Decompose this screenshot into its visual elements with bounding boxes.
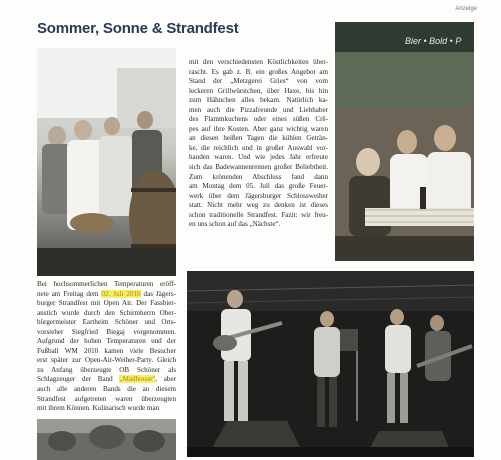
text-line: burger Strandfest mit Open Air. Der Fassbier-	[37, 299, 176, 308]
text-line: Stand der „Metzgerei Gries“ von vom	[189, 77, 328, 86]
text-line: Zum krönenden Abschluss fand dann	[189, 172, 328, 181]
text-line: auch alle anderen Bands die an diesem	[37, 385, 176, 394]
beer-tent-guests-photo	[335, 22, 474, 261]
text-line: werk über dem Jägersburger Schlossweiher	[189, 191, 328, 200]
text-line: men auch die Pizzafreunde und Liebhaber	[189, 105, 328, 114]
highlighted-date: 02. Juli 2010	[101, 289, 141, 298]
advertisement-label: Anzeige	[455, 6, 477, 12]
text-line: Schlagzeuger der Band „Madhouse“, aber	[37, 375, 176, 384]
band-on-stage-photo	[187, 271, 474, 457]
beer-barrel-tapping-photo	[37, 48, 176, 276]
text-line: nete am Freitag dem 02. Juli 2010 das Jägers-	[37, 289, 176, 298]
text-line: Fußball WM 2010 kamen viele Besucher	[37, 346, 176, 355]
text-line: anstich wurde durch den Schirmherrn Ober-	[37, 308, 176, 317]
festival-photo-bottom	[37, 419, 176, 460]
text-line: des Flammkuchens oder eines süßen Crê-	[189, 115, 328, 124]
text-line: handen waren. Und wie jedes Jahr erfreute	[189, 153, 328, 162]
text-line: pes auf ihre Kosten. Aber ganz wichtig waren	[189, 124, 328, 133]
text-line: rascht. Es gab z. B. ein großes Angebot am	[189, 67, 328, 76]
text-line: bürgermeister Eartheim Schöner und Orts-	[37, 318, 176, 327]
text-line: vorsteher Siegfried Biegaj vorgenommen.	[37, 327, 176, 336]
text-line: mit den verschiedensten Köstlichkeiten über-	[189, 58, 328, 66]
text-line: mit ihrem Können. Kulinarisch wurde man	[37, 404, 160, 413]
text-line: zu Anfang überzeugte OB Schöner als	[37, 365, 176, 374]
text-line: Bei hochsommerlichen Temperaturen eröff-	[37, 280, 176, 288]
text-line: Aufgrund der hohen Temperaturen und der	[37, 337, 176, 346]
article-title: Sommer, Sonne & Strandfest	[37, 20, 239, 37]
text-line: en uns schon auf das „Nächste“.	[189, 220, 281, 229]
svg-text:Bier • Bold • P: Bier • Bold • P	[405, 36, 462, 46]
text-line: ke, die reichlich und in großer Auswahl vor-	[189, 143, 328, 152]
article-text-column-2	[189, 58, 328, 230]
text-line: zum Hähnchen alles bekam. Natürlich ka-	[189, 96, 328, 105]
text-line: sich das Badewannenrennen großer Beliebtheit.	[189, 163, 328, 172]
highlighted-band-name: „Madhouse“	[119, 375, 156, 384]
text-line: am Montag dem 05. Juli das große Feuer-	[189, 182, 328, 191]
text-line: an diesen heißen Tagen die kühlen Geträn-	[189, 134, 328, 143]
text-line: Strandfest aufgetreten waren überzeugten	[37, 394, 176, 403]
article-text-column-1	[37, 280, 176, 414]
text-line: statt. Nicht mehr weg zu denken ist dieses	[189, 201, 328, 210]
text-line: schon traditionelle Strandfest. Fazit: wir freu-	[189, 210, 328, 219]
text-line: leckeren Grillwürstchen, über Haxe, bis hin	[189, 86, 328, 95]
text-line: erst später zur Open-Air-Weiher-Party. Gleich	[37, 356, 176, 365]
